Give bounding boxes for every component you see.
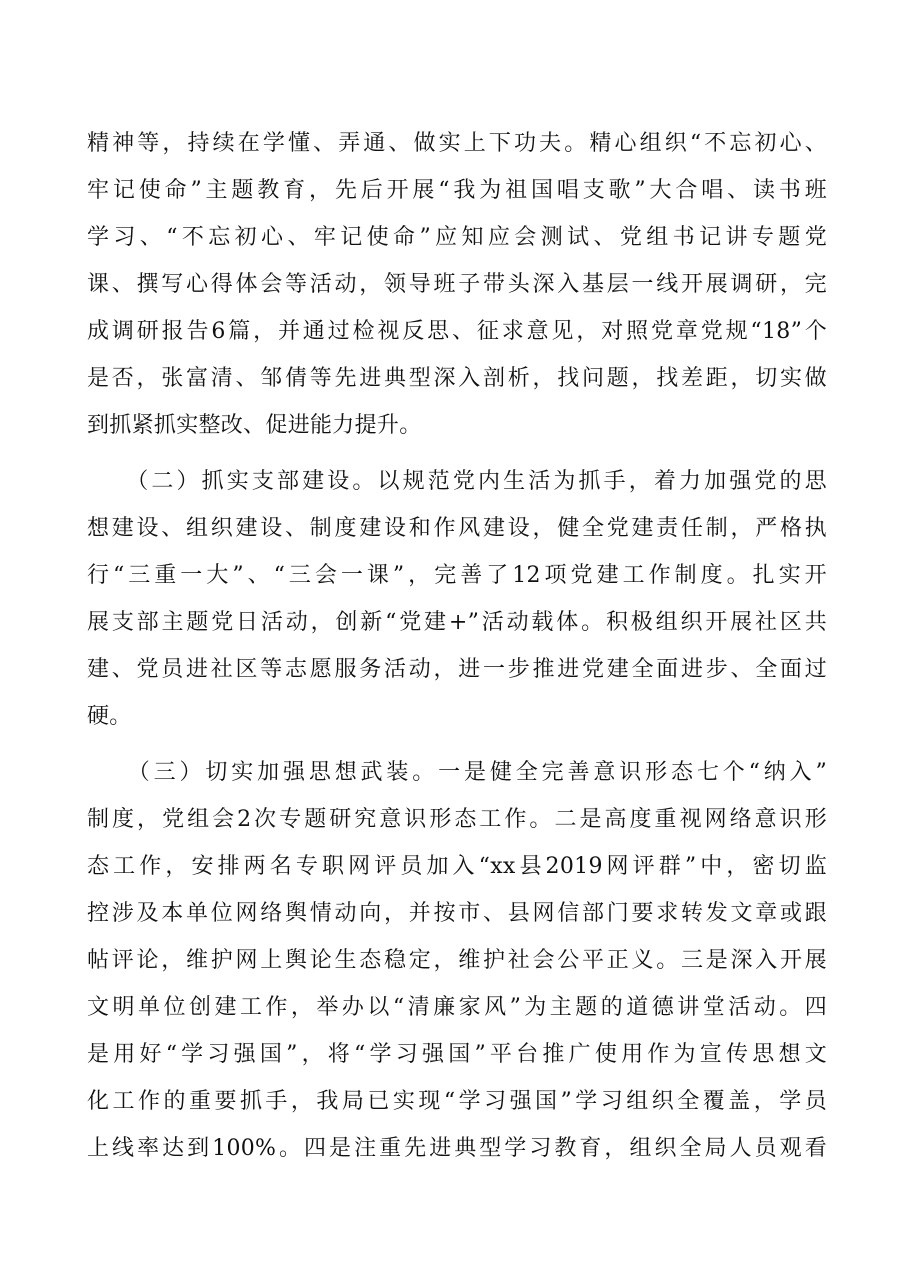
- paragraph-gap: [87, 740, 827, 749]
- text-line: 化工作的重要抓手，我局已实现“学习强国”学习组织全覆盖，学员: [87, 1089, 827, 1114]
- text-line: 是否，张富清、邹倩等先进典型深入剖析，找问题，找差距，切实做: [87, 366, 827, 391]
- text-line: 上线率达到100%。四是注重先进典型学习教育，组织全局人员观看: [87, 1136, 827, 1161]
- text-line: 硬。: [87, 704, 132, 729]
- text-line: 是用好“学习强国”，将“学习强国”平台推广使用作为宣传思想文: [87, 1042, 827, 1067]
- text-line: 态工作，安排两名专职网评员加入“xx县2019网评群”中，密切监: [87, 854, 827, 879]
- text-line: 课、撰写心得体会等活动，领导班子带头深入基层一线开展调研，完: [87, 272, 827, 297]
- text-line: 展支部主题党日活动，创新“党建+”活动载体。积极组织开展社区共: [87, 610, 827, 635]
- text-line: 牢记使命”主题教育，先后开展“我为祖国唱支歌”大合唱、读书班: [87, 178, 827, 203]
- text-line: （二）抓实支部建设。以规范党内生活为抓手，着力加强党的思: [87, 469, 827, 494]
- text-line: 成调研报告6篇，并通过检视反思、征求意见，对照党章党规“18”个: [87, 319, 827, 344]
- text-line: 精神等，持续在学懂、弄通、做实上下功夫。精心组织“不忘初心、: [87, 131, 827, 156]
- text-line: 学习、“不忘初心、牢记使命”应知应会测试、党组书记讲专题党: [87, 225, 827, 250]
- text-line: 到抓紧抓实整改、促进能力提升。: [87, 413, 422, 438]
- paragraph-1: [87, 120, 827, 449]
- text-line: 控涉及本单位网络舆情动向，并按市、县网信部门要求转发文章或跟: [87, 901, 827, 926]
- text-line: 制度，党组会2次专题研究意识形态工作。二是高度重视网络意识形: [87, 807, 827, 832]
- text-line: 帖评论，维护网上舆论生态稳定，维护社会公平正义。三是深入开展: [87, 948, 827, 973]
- text-line: 建、党员进社区等志愿服务活动，进一步推进党建全面进步、全面过: [87, 657, 827, 682]
- paragraph-gap: [87, 449, 827, 458]
- paragraph-3: [87, 749, 827, 1172]
- document-body: [87, 120, 827, 1172]
- paragraph-2: [87, 458, 827, 740]
- text-line: （三）切实加强思想武装。一是健全完善意识形态七个“纳入”: [87, 760, 827, 785]
- text-line: 想建设、组织建设、制度建设和作风建设，健全党建责任制，严格执: [87, 516, 827, 541]
- text-line: 行“三重一大”、“三会一课”，完善了12项党建工作制度。扎实开: [87, 563, 827, 588]
- text-line: 文明单位创建工作，举办以“清廉家风”为主题的道德讲堂活动。四: [87, 995, 827, 1020]
